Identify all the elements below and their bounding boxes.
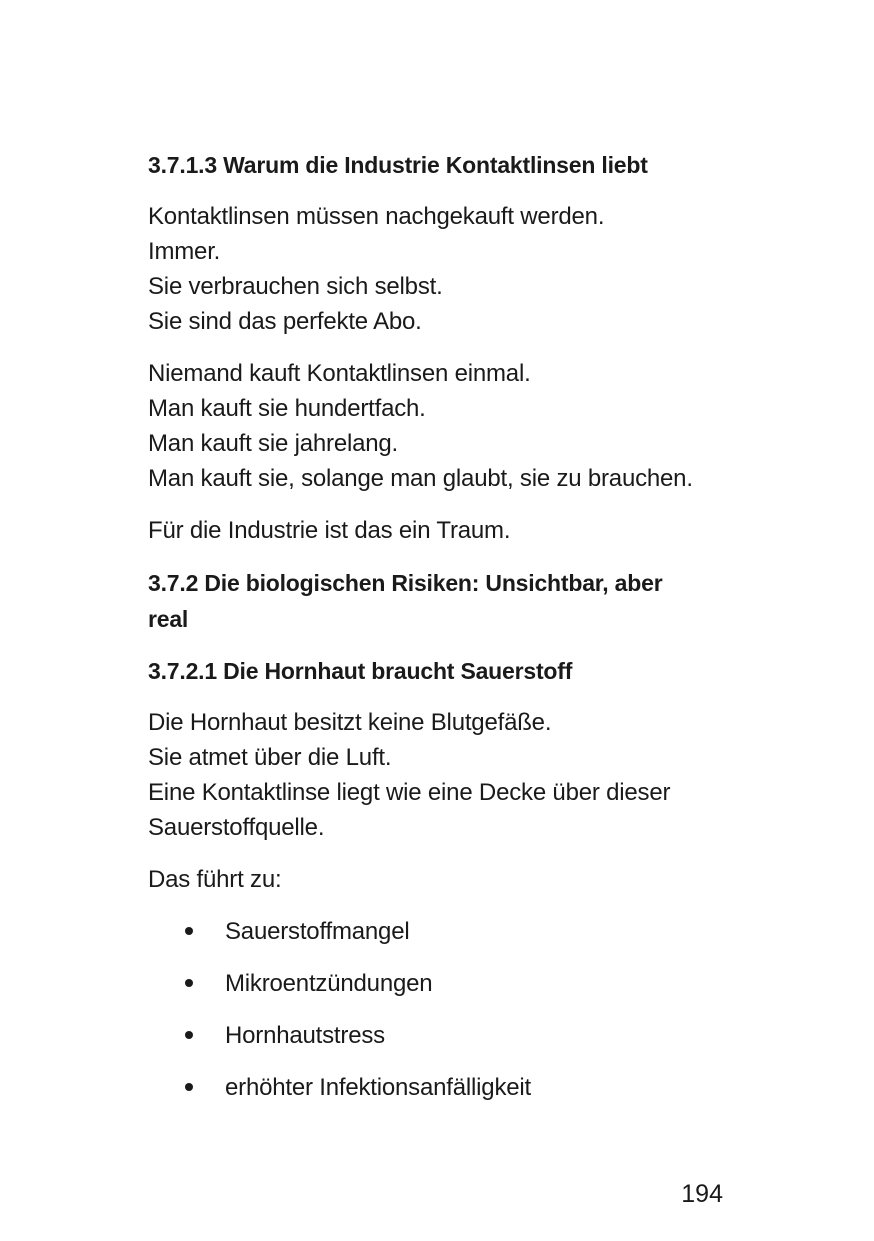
page-number: 194 [681, 1180, 723, 1208]
text-line: Niemand kauft Kontaktlinsen einmal. [148, 360, 531, 387]
list-item-label: erhöhter Infektionsanfälligkeit [225, 1074, 531, 1101]
paragraph-abo [148, 199, 730, 339]
paragraph-hornhaut [148, 705, 730, 845]
list-item-label: Sauerstoffmangel [225, 918, 410, 945]
text-line: Eine Kontaktlinse liegt wie eine Decke über dieser [148, 779, 671, 806]
text-line: Für die Industrie ist das ein Traum. [148, 517, 511, 544]
text-line: Sie verbrauchen sich selbst. [148, 273, 443, 300]
text-line: Sie atmet über die Luft. [148, 744, 392, 771]
section-heading-3-7-2-1: 3.7.2.1 Die Hornhaut braucht Sauerstoff [148, 658, 573, 684]
section-heading-3-7-2: 3.7.2 Die biologischen Risiken: Unsichtbar, aber real [148, 570, 663, 632]
bullet-list [148, 914, 730, 1105]
list-item [148, 914, 730, 949]
list-item [148, 1070, 730, 1105]
text-line: Man kauft sie hundertfach. [148, 395, 426, 422]
paragraph-kauf [148, 356, 730, 496]
list-item-label: Mikroentzündungen [225, 970, 433, 997]
text-line: Man kauft sie, solange man glaubt, sie zu brauchen. [148, 465, 693, 492]
bullet-icon [185, 927, 193, 935]
section-heading-3-7-1-3: 3.7.1.3 Warum die Industrie Kontaktlinsen liebt [148, 152, 648, 178]
list-item-label: Hornhautstress [225, 1022, 385, 1049]
bullet-icon [185, 1031, 193, 1039]
paragraph-traum [148, 513, 730, 548]
list-item [148, 966, 730, 1001]
text-line: Sie sind das perfekte Abo. [148, 308, 422, 335]
bullet-icon [185, 1083, 193, 1091]
text-line: Sauerstoffquelle. [148, 814, 325, 841]
text-line: Immer. [148, 238, 221, 265]
text-line: Die Hornhaut besitzt keine Blutgefäße. [148, 709, 552, 736]
text-line: Man kauft sie jahrelang. [148, 430, 399, 457]
text-line: Kontaktlinsen müssen nachgekauft werden. [148, 203, 605, 230]
text-line: Das führt zu: [148, 866, 282, 893]
paragraph-fuehrt-zu [148, 862, 730, 897]
list-item [148, 1018, 730, 1053]
bullet-icon [185, 979, 193, 987]
